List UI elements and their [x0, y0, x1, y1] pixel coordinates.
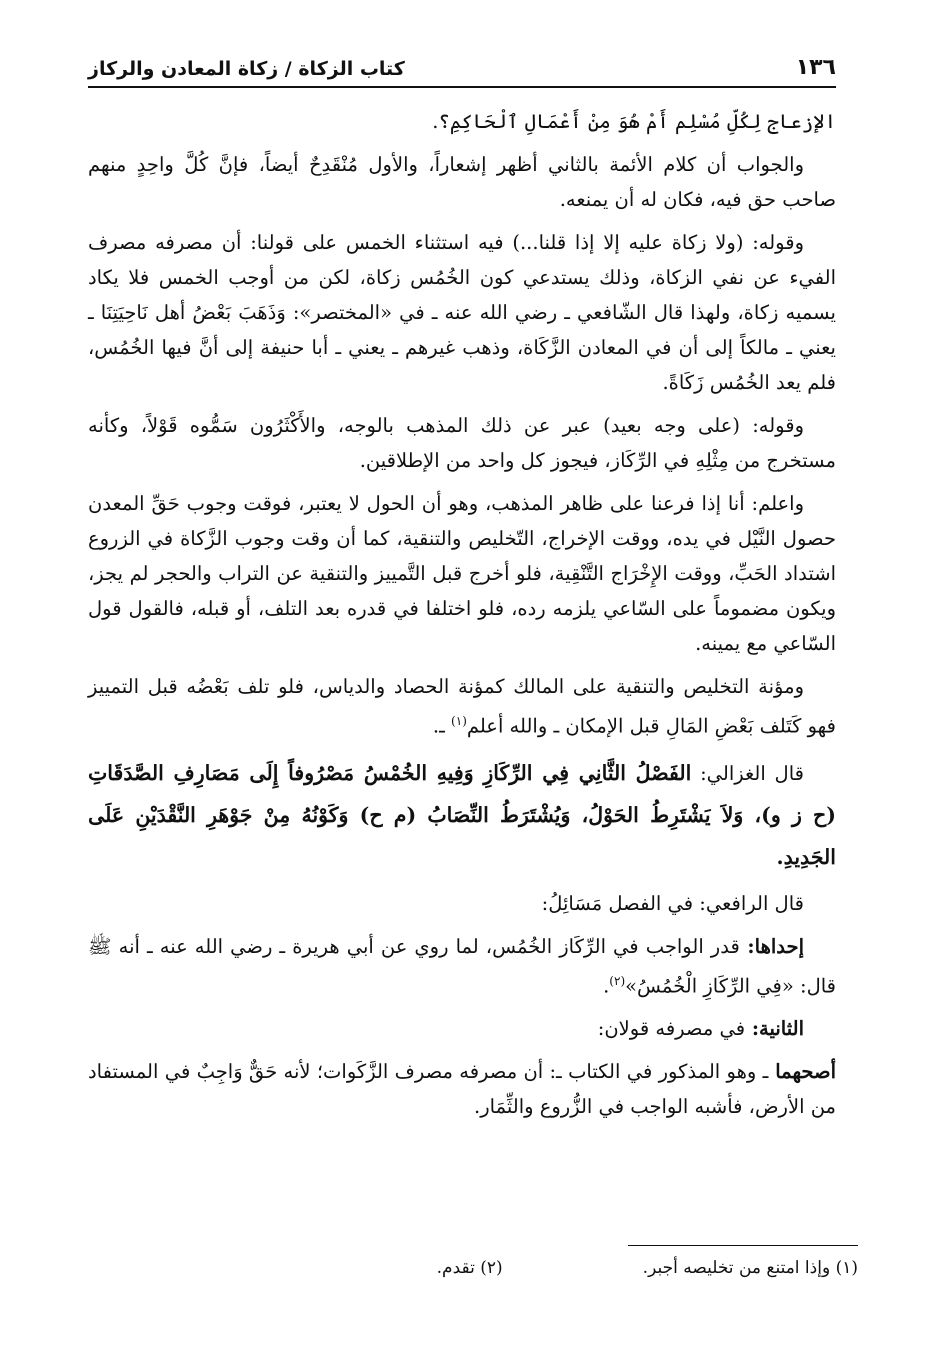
quote-lead: قال الغزالي: [691, 761, 804, 785]
paragraph-2 [88, 147, 836, 217]
issue-label: أصحهما [768, 1060, 836, 1083]
paragraph-most-correct [88, 1054, 836, 1124]
page-number: ١٣٦ [795, 55, 836, 80]
paragraph-second-issue [88, 1011, 836, 1046]
paragraph-5 [88, 486, 836, 661]
paragraph-6 [88, 669, 836, 744]
paragraph-3 [88, 225, 836, 400]
footnote-divider [628, 1245, 858, 1246]
paragraph-text: واعلم: أنا إذا فرعنا على ظاهر المذهب، وهو أن الحول لا يعتبر، فوقت وجوب حَقِّ المعدن حصول النَّيْل في يده، ووقت الإخراج، التّخليص والتنقية، كما أن وقت وجوب الزَّكاة في الزروع اشتداد الحَبِّ، ووقت الإِخْرَاج التَّنْقِية، فلو أخرج قبل التَّمييز والتنقية عن التراب والحجر لم يجز، ويكون مضموماً على السّاعي يلزمه رده، فلو اختلفا في قدره بعد التلف، أو قبله، فالقول قول السّاعي مع يمينه. [88, 492, 836, 655]
paragraph-text: الإزعاج لِكُلِّ مُسْلِم أَمْ هُوَ مِنْ أَعْمَالِ ٱلْحَاكِمِ؟. [432, 110, 836, 133]
paragraph-text: وقوله: (ولا زكاة عليه إلا إذا قلنا...) فيه استثناء الخمس على قولنا: أن مصرفه مصرف الفيء عن نفي الزكاة، وذلك يستدعي كون الخُمُس زكاة، لكن من أوجب الخمس فلا يكاد يسميه زكاة، ولهذا قال الشّافعي ـ رضي الله عنه ـ في «المختصر»: وَذَهَبَ بَعْضُ أهل نَاحِيَتِنَا ـ يعني ـ مالكاً إلى أن في المعادن الزَّكَاة، وذهب غيرهم ـ يعني ـ أبا حنيفة إلى أنَّ فيها الخُمُس، فلم يعد الخُمُس زَكَاةً. [88, 231, 836, 394]
footnote-text: تقدم. [436, 1258, 475, 1278]
paragraph-tail: . [603, 974, 610, 997]
body-text [88, 104, 836, 1124]
paragraph-first-issue [88, 929, 836, 1004]
footnotes [110, 1258, 858, 1278]
footnote-marker: (٢) [480, 1258, 503, 1278]
paragraph-ghazali [88, 752, 836, 878]
issue-label: الثانية: [745, 1017, 804, 1040]
footnote-ref-2: (٢) [609, 973, 626, 988]
paragraph-text: ـ وهو المذكور في الكتاب ـ: أن مصرفه مصرف الزَّكَوات؛ لأنه حَقٌّ وَاجِبٌ في المستفاد من الأرض، فأشبه الواجب في الزُّروع والثِّمَار. [88, 1060, 836, 1118]
paragraph-text: قال الرافعي: في الفصل مَسَائِلُ: [541, 891, 804, 915]
paragraph-rafii [88, 886, 836, 921]
footnote-1 [643, 1258, 858, 1278]
paragraph-4 [88, 408, 836, 478]
footnote-text: وإذا امتنع من تخليصه أجبر. [642, 1258, 831, 1278]
page [88, 48, 836, 1132]
footnote-2 [437, 1258, 503, 1278]
ghazali-quote: الفَصْلُ الثَّانِي فِي الرِّكَازِ وَفِيهِ الخُمْسُ مَصْرُوفاً إِلَى مَصَارِفِ الصَّدَقَاتِ (ح ز و)، وَلاَ يَشْتَرِطُ الحَوْلُ، وَيُشْتَرَطُ النِّصَابُ (م ح) وَكَوْنُهُ مِنْ جَوْهَرِ النَّقْدَيْنِ عَلَى الجَدِيدِ. [88, 760, 836, 869]
paragraph-text: وقوله: (على وجه بعيد) عبر عن ذلك المذهب بالوجه، والأَكْثَرُون سَمُّوه قَوْلاً، وكأنه مستخرج من مِثْلِهِ في الرِّكَاز، فيجوز كل واحد من الإطلاقين. [88, 414, 836, 472]
paragraph-1 [88, 104, 836, 139]
running-title: كتاب الزكاة / زكاة المعادن والركاز [88, 58, 405, 80]
paragraph-text: قدر الواجب في الرِّكَاز الخُمُس، لما روي عن أبي هريرة ـ رضي الله عنه ـ أنه ﷺ قال: «فِي الرِّكَازِ الْخُمُسُ» [88, 934, 836, 997]
paragraph-text: ومؤنة التخليص والتنقية على المالك كمؤنة الحصاد والدياس، فلو تلف بَعْضُه قبل التمييز فهو كَتَلف بَعْضِ المَالِ قبل الإمكان ـ والله أعلم [88, 675, 836, 738]
paragraph-text: والجواب أن كلام الأئمة بالثاني أظهر إشعاراً، والأول مُنْقَدِحٌ أيضاً، فإنَّ كُلَّ واحِدٍ منهم صاحب حق فيه، فكان له أن يمنعه. [88, 153, 836, 211]
running-header [88, 48, 836, 88]
footnote-ref-1: (١) [451, 714, 467, 728]
paragraph-tail: ـ. [432, 714, 452, 738]
paragraph-text: في مصرفه قولان: [597, 1017, 746, 1040]
footnote-marker: (١) [835, 1258, 858, 1278]
issue-label: إحداها: [739, 934, 804, 958]
